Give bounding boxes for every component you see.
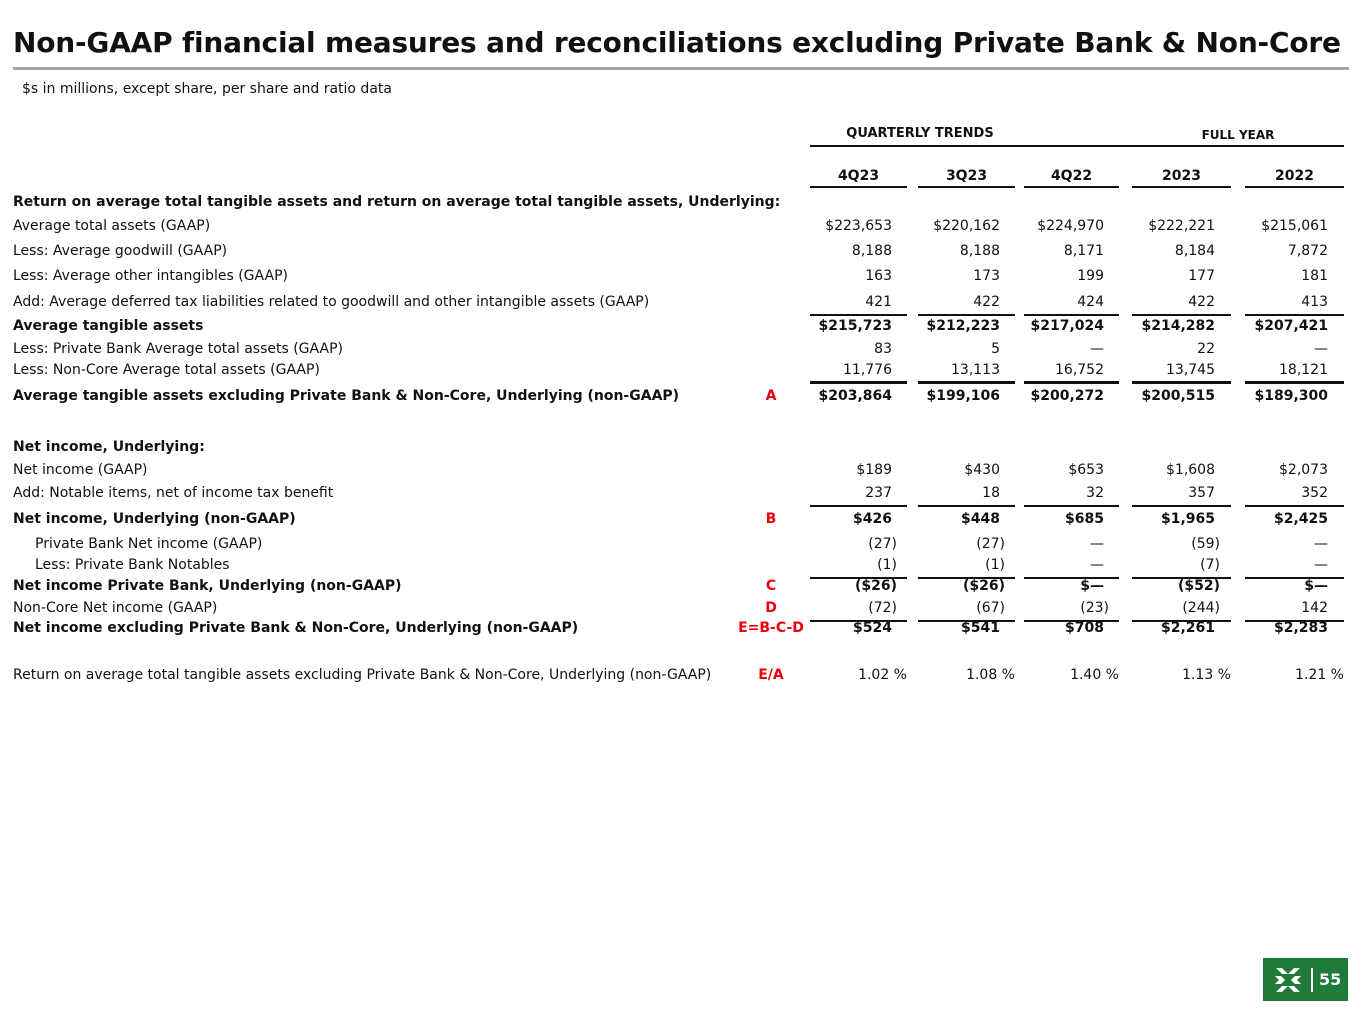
row-label: Average tangible assets excluding Private Bank & Non-Core, Underlying (non-GAAP)	[13, 388, 680, 404]
table-cell: —	[1090, 536, 1104, 552]
table-cell: 7,872	[1287, 243, 1328, 259]
table-cell: $2,425	[1273, 511, 1328, 527]
total-rule	[810, 381, 907, 383]
table-cell: 11,776	[843, 362, 892, 378]
table-row	[0, 341, 1365, 361]
table-cell: 163	[865, 268, 892, 284]
column-header-rule	[918, 186, 1015, 188]
table-cell: —	[1314, 557, 1328, 573]
table-cell: $1,608	[1166, 462, 1215, 478]
table-cell: 8,188	[851, 243, 892, 259]
table-cell: (72)	[868, 600, 897, 616]
table-cell: 32	[1086, 485, 1104, 501]
table-row	[0, 462, 1365, 482]
table-cell: $—	[1304, 578, 1328, 594]
table-cell: $189,300	[1254, 388, 1328, 404]
table-cell: 421	[865, 294, 892, 310]
table-cell: 413	[1301, 294, 1328, 310]
table-cell: $215,723	[818, 318, 892, 334]
row-label: Return on average total tangible assets excluding Private Bank & Non-Core, Underlying (non-GAAP)	[13, 667, 712, 683]
table-cell: $215,061	[1261, 218, 1328, 234]
column-header-rule	[810, 186, 907, 188]
table-cell: $524	[853, 620, 892, 636]
row-label: Less: Private Bank Notables	[35, 557, 230, 573]
row-reference: E/A	[758, 667, 784, 683]
table-cell: 8,171	[1063, 243, 1104, 259]
row-label: Net income, Underlying (non-GAAP)	[13, 511, 296, 527]
total-rule	[1245, 505, 1344, 507]
table-row	[0, 194, 1365, 214]
row-label: Add: Average deferred tax liabilities related to goodwill and other intangible assets (GAAP)	[13, 294, 650, 310]
column-header-3q23: 3Q23	[945, 168, 988, 184]
table-cell: $223,653	[825, 218, 892, 234]
total-rule	[1132, 505, 1231, 507]
table-cell: $207,421	[1254, 318, 1328, 334]
table-cell: —	[1090, 557, 1104, 573]
column-header-4q22: 4Q22	[1050, 168, 1093, 184]
table-cell: $217,024	[1030, 318, 1104, 334]
table-cell: 1.40 %	[1070, 667, 1119, 683]
table-cell: $2,073	[1279, 462, 1328, 478]
total-rule	[1024, 314, 1119, 316]
table-cell: 352	[1301, 485, 1328, 501]
table-cell: $212,223	[926, 318, 1000, 334]
total-rule	[810, 314, 907, 316]
table-cell: $199,106	[926, 388, 1000, 404]
row-label: Less: Non-Core Average total assets (GAAP)	[13, 362, 320, 378]
units-note: $s in millions, except share, per share and ratio data	[22, 81, 392, 97]
row-reference: A	[765, 388, 777, 404]
column-header-2022: 2022	[1275, 168, 1314, 184]
row-reference: E=B-C-D	[738, 620, 804, 636]
table-cell: $448	[961, 511, 1000, 527]
table-cell: $200,515	[1141, 388, 1215, 404]
row-label: Less: Average other intangibles (GAAP)	[13, 268, 288, 284]
total-rule	[918, 505, 1015, 507]
table-cell: $214,282	[1141, 318, 1215, 334]
table-cell: (27)	[976, 536, 1005, 552]
table-cell: $653	[1068, 462, 1104, 478]
table-cell: 16,752	[1055, 362, 1104, 378]
table-cell: 422	[1188, 294, 1215, 310]
total-rule	[918, 314, 1015, 316]
table-row	[0, 294, 1365, 314]
table-row	[0, 439, 1365, 459]
table-cell: 1.21 %	[1295, 667, 1344, 683]
table-cell: 237	[865, 485, 892, 501]
row-label: Return on average total tangible assets and return on average total tangible assets, Underlying:	[13, 194, 781, 210]
table-cell: $222,221	[1148, 218, 1215, 234]
row-label: Private Bank Net income (GAAP)	[35, 536, 263, 552]
table-row	[0, 485, 1365, 505]
table-cell: 22	[1197, 341, 1215, 357]
table-cell: 13,113	[951, 362, 1000, 378]
table-cell: $2,283	[1273, 620, 1328, 636]
table-cell: $685	[1065, 511, 1104, 527]
row-label: Non-Core Net income (GAAP)	[13, 600, 218, 616]
table-cell: —	[1314, 341, 1328, 357]
column-header-rule	[1024, 186, 1119, 188]
logo-divider	[1311, 968, 1313, 992]
column-header-4q23: 4Q23	[837, 168, 880, 184]
table-cell: $541	[961, 620, 1000, 636]
table-row	[0, 620, 1365, 640]
table-cell: 8,188	[959, 243, 1000, 259]
table-cell: ($26)	[962, 578, 1005, 594]
table-cell: $—	[1080, 578, 1104, 594]
table-cell: 18,121	[1279, 362, 1328, 378]
row-reference: B	[765, 511, 777, 527]
table-cell: (59)	[1191, 536, 1220, 552]
table-cell: (244)	[1182, 600, 1220, 616]
table-cell: ($52)	[1177, 578, 1220, 594]
table-cell: $224,970	[1037, 218, 1104, 234]
title-rule	[13, 67, 1349, 70]
table-cell: 1.02 %	[858, 667, 907, 683]
page-title: Non-GAAP financial measures and reconciliations excluding Private Bank & Non-Core	[13, 26, 1341, 59]
table-row	[0, 362, 1365, 382]
table-cell: 18	[982, 485, 1000, 501]
row-label: Average total assets (GAAP)	[13, 218, 211, 234]
table-cell: $430	[964, 462, 1000, 478]
row-label: Less: Private Bank Average total assets (GAAP)	[13, 341, 343, 357]
column-header-rule	[1132, 186, 1231, 188]
row-label: Average tangible assets	[13, 318, 204, 334]
row-label: Add: Notable items, net of income tax benefit	[13, 485, 334, 501]
table-cell: $189	[856, 462, 892, 478]
row-label: Less: Average goodwill (GAAP)	[13, 243, 228, 259]
column-header-2023: 2023	[1162, 168, 1201, 184]
table-cell: 5	[991, 341, 1000, 357]
table-cell: $2,261	[1160, 620, 1215, 636]
table-cell: $1,965	[1160, 511, 1215, 527]
column-header-rule	[1245, 186, 1344, 188]
table-cell: (67)	[976, 600, 1005, 616]
total-rule	[1024, 505, 1119, 507]
page-number: 55	[1319, 970, 1342, 989]
table-cell: 1.13 %	[1182, 667, 1231, 683]
total-rule	[810, 505, 907, 507]
row-reference: D	[765, 600, 777, 616]
table-cell: 1.08 %	[966, 667, 1015, 683]
table-cell: (23)	[1080, 600, 1109, 616]
table-cell: 13,745	[1166, 362, 1215, 378]
total-rule	[1132, 381, 1231, 383]
table-row	[0, 388, 1365, 408]
table-cell: —	[1090, 341, 1104, 357]
group-rule	[810, 145, 1344, 147]
table-row	[0, 557, 1365, 577]
table-cell: $426	[853, 511, 892, 527]
table-cell: (1)	[985, 557, 1005, 573]
table-row	[0, 578, 1365, 598]
group-full-year: FULL YEAR	[1201, 128, 1275, 142]
bank-logo-icon	[1273, 966, 1303, 994]
total-rule	[1132, 314, 1231, 316]
group-quarterly-trends: QUARTERLY TRENDS	[846, 126, 994, 141]
table-row	[0, 218, 1365, 238]
table-cell: —	[1314, 536, 1328, 552]
table-cell: (27)	[868, 536, 897, 552]
total-rule	[1024, 381, 1119, 383]
table-cell: (7)	[1200, 557, 1220, 573]
total-rule	[1245, 381, 1344, 383]
table-cell: $708	[1065, 620, 1104, 636]
row-label: Net income, Underlying:	[13, 439, 205, 455]
table-cell: 177	[1188, 268, 1215, 284]
row-label: Net income (GAAP)	[13, 462, 148, 478]
table-cell: $220,162	[933, 218, 1000, 234]
row-label: Net income excluding Private Bank & Non-Core, Underlying (non-GAAP)	[13, 620, 579, 636]
table-cell: 173	[973, 268, 1000, 284]
table-row	[0, 243, 1365, 263]
table-row	[0, 667, 1365, 687]
row-label: Net income Private Bank, Underlying (non-GAAP)	[13, 578, 402, 594]
table-cell: $203,864	[818, 388, 892, 404]
table-cell: 83	[874, 341, 892, 357]
table-cell: 142	[1301, 600, 1328, 616]
table-cell: 424	[1077, 294, 1104, 310]
table-row	[0, 600, 1365, 620]
table-cell: 181	[1301, 268, 1328, 284]
table-row	[0, 268, 1365, 288]
table-row	[0, 536, 1365, 556]
table-cell: (1)	[877, 557, 897, 573]
total-rule	[1245, 314, 1344, 316]
table-cell: 199	[1077, 268, 1104, 284]
table-row	[0, 511, 1365, 531]
table-cell: $200,272	[1030, 388, 1104, 404]
total-rule	[918, 381, 1015, 383]
table-cell: 422	[973, 294, 1000, 310]
row-reference: C	[765, 578, 777, 594]
table-cell: 357	[1188, 485, 1215, 501]
table-cell: ($26)	[854, 578, 897, 594]
table-row	[0, 318, 1365, 338]
brand-logo	[1263, 958, 1348, 1001]
table-cell: 8,184	[1174, 243, 1215, 259]
